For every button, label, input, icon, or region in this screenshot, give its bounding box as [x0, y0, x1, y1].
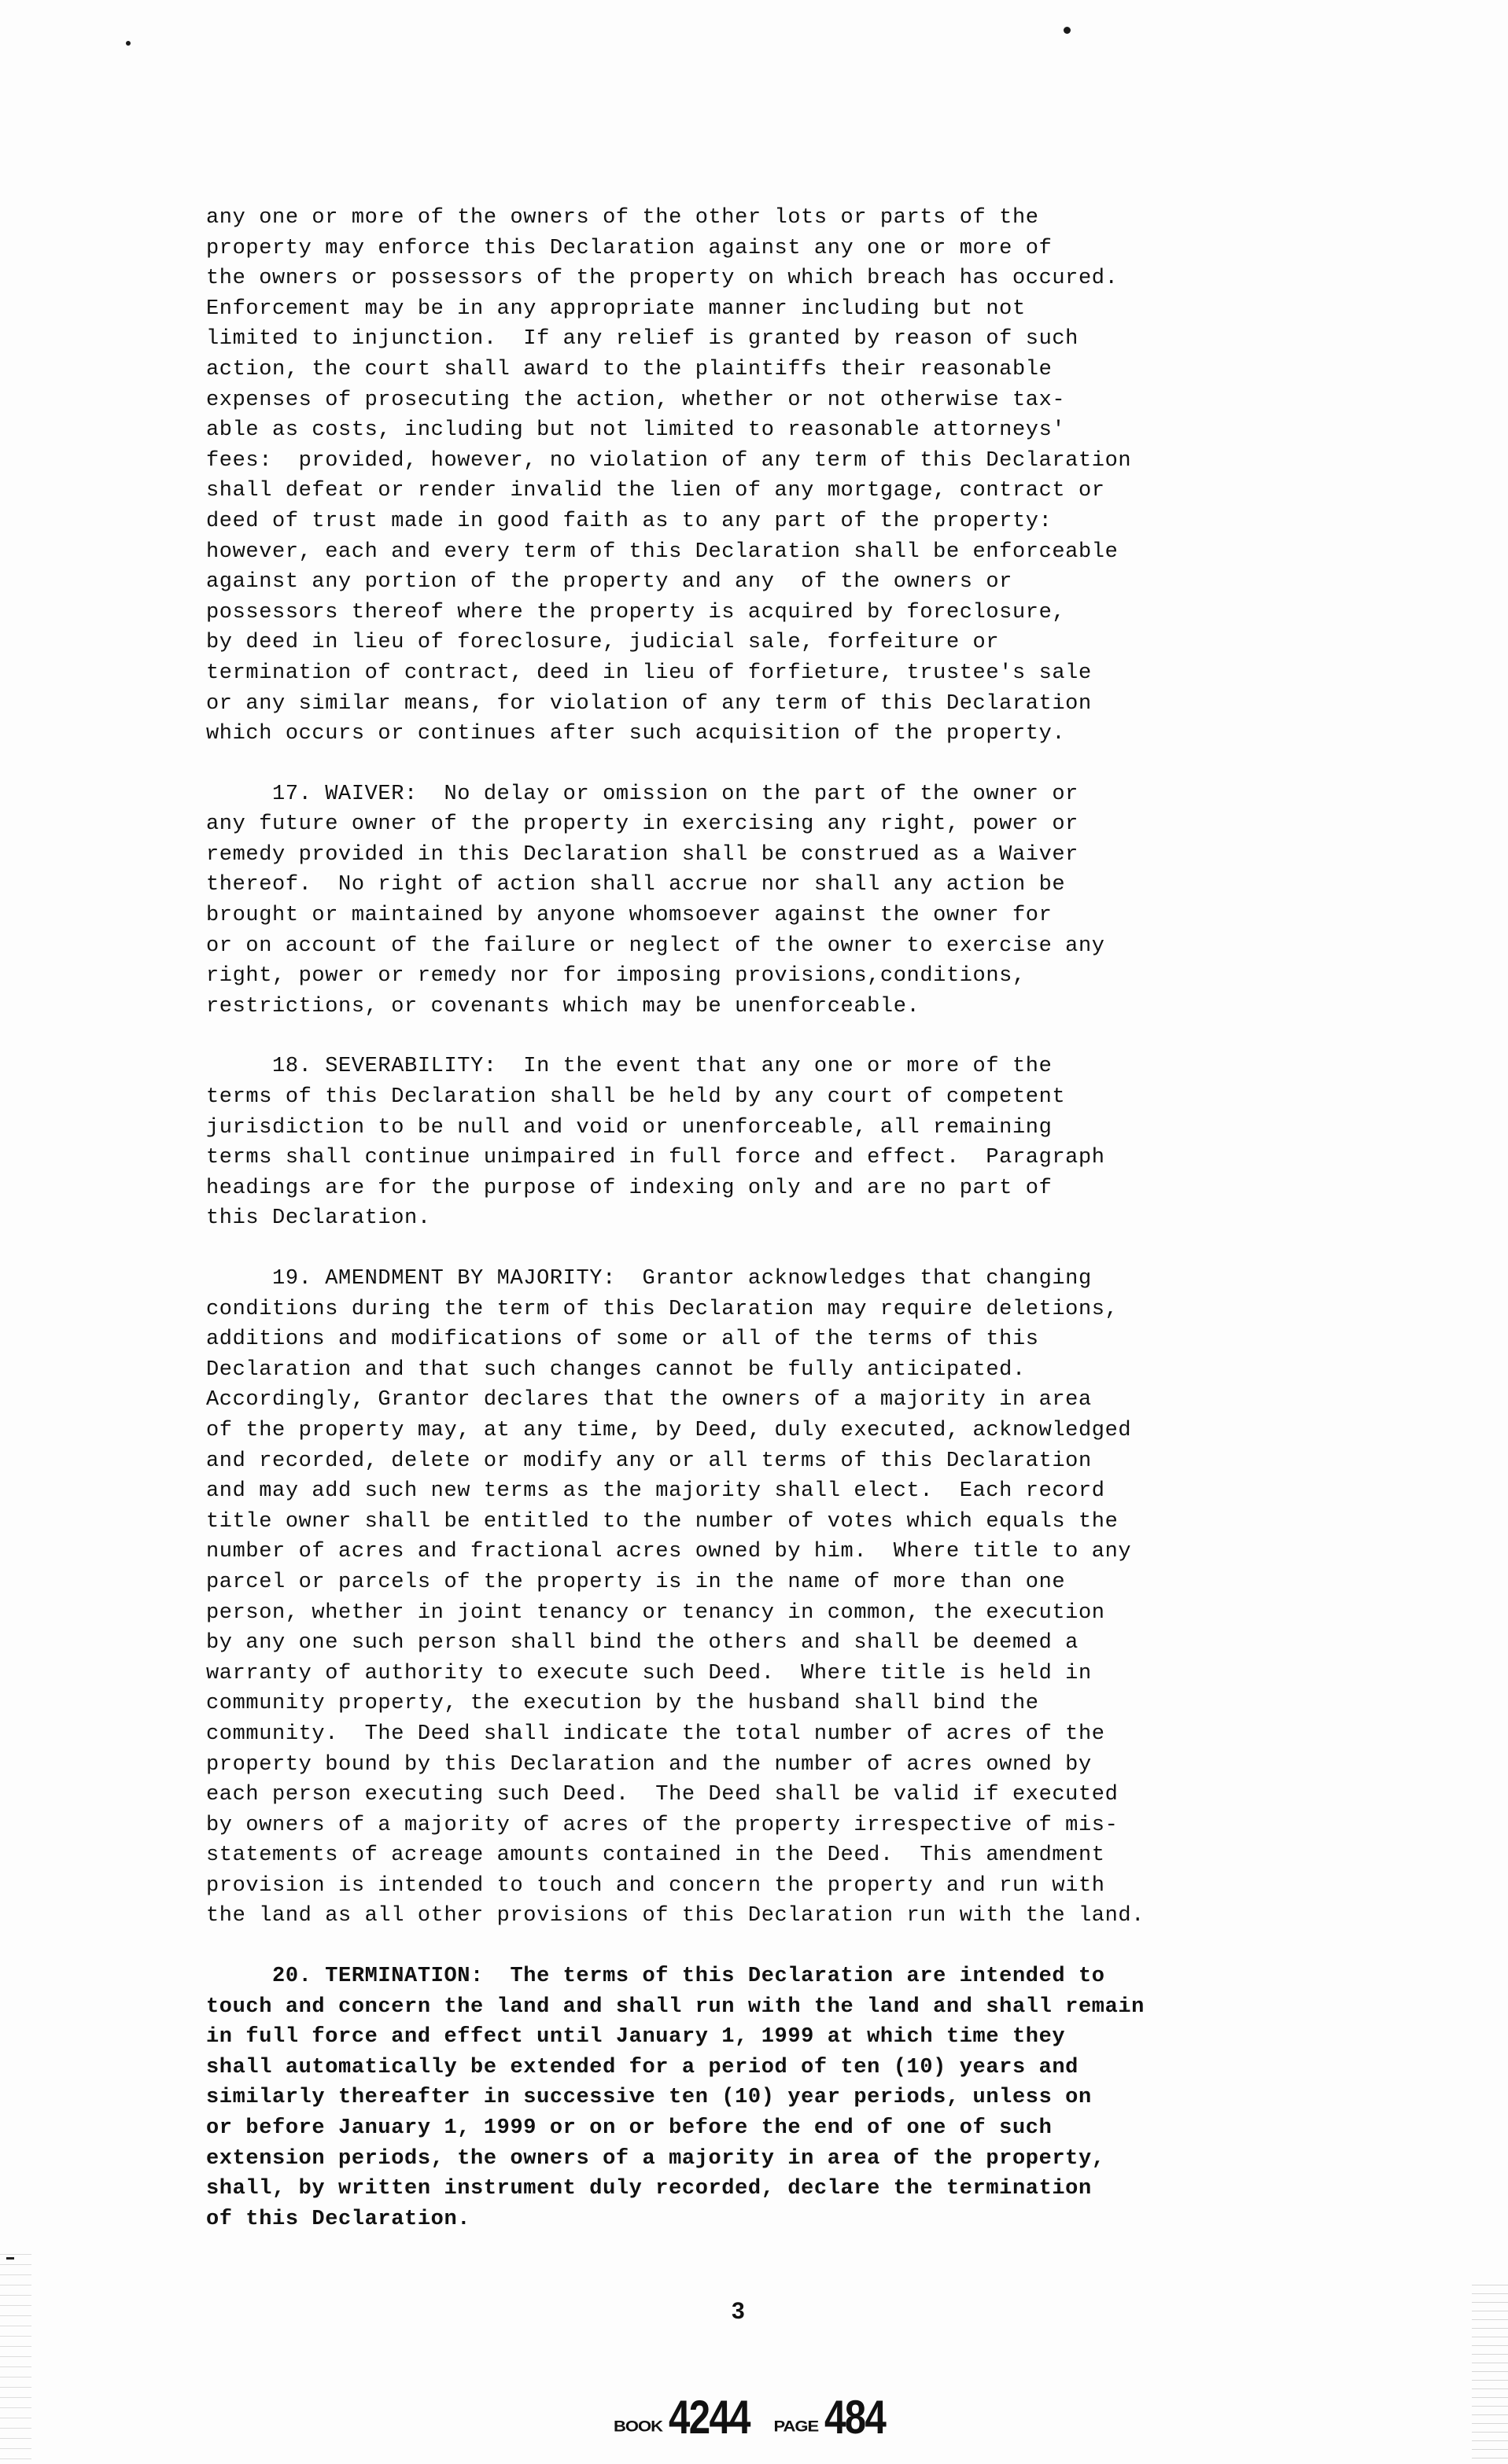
scan-edge-noise — [0, 2249, 31, 2462]
text-line: jurisdiction to be null and void or unenforceable, all remaining — [206, 1115, 1053, 1140]
text-line: touch and concern the land and shall run with the land and shall remain — [206, 1994, 1145, 2019]
scan-speck — [126, 41, 131, 46]
text-line: shall defeat or render invalid the lien of any mortgage, contract or — [206, 479, 1105, 503]
text-line: property bound by this Declaration and the number of acres owned by — [206, 1752, 1092, 1777]
text-line: community property, the execution by the husband shall bind the — [206, 1692, 1039, 1716]
text-line: by deed in lieu of foreclosure, judicial sale, forfeiture or — [206, 631, 1000, 655]
text-line: which occurs or continues after such acquisition of the property. — [206, 722, 1066, 746]
text-line: any one or more of the owners of the other lots or parts of the — [206, 206, 1039, 230]
paragraph-p16_cont — [206, 203, 1292, 750]
text-line: any future owner of the property in exercising any right, power or — [206, 812, 1078, 837]
text-line: fees: provided, however, no violation of any term of this Declaration — [206, 448, 1132, 473]
text-line: restrictions, or covenants which may be unenforceable. — [206, 994, 920, 1018]
text-line: remedy provided in this Declaration shall be construed as a Waiver — [206, 842, 1078, 867]
text-line: limited to injunction. If any relief is granted by reason of such — [206, 327, 1078, 352]
paragraph-p17 — [206, 779, 1292, 1022]
text-line: Declaration and that such changes cannot be fully anticipated. — [206, 1357, 1026, 1382]
text-line: able as costs, including but not limited to reasonable attorneys' — [206, 418, 1066, 443]
text-line: community. The Deed shall indicate the total number of acres of the — [206, 1722, 1105, 1746]
text-line: conditions during the term of this Declaration may require deletions, — [206, 1297, 1119, 1321]
text-line: Enforcement may be in any appropriate manner including but not — [206, 296, 1026, 321]
text-line: or any similar means, for violation of any term of this Declaration — [206, 691, 1092, 716]
text-line: and recorded, delete or modify any or all terms of this Declaration — [206, 1449, 1092, 1473]
text-line: terms of this Declaration shall be held by any court of competent — [206, 1085, 1066, 1110]
text-line: 18. SEVERABILITY: In the event that any one or more of the — [206, 1055, 1053, 1079]
text-line: thereof. No right of action shall accrue nor shall any action be — [206, 873, 1066, 897]
text-line: terms shall continue unimpaired in full force and effect. Paragraph — [206, 1146, 1105, 1170]
book-page-stamp — [614, 2391, 898, 2444]
text-line: the land as all other provisions of this Declaration run with the land. — [206, 1904, 1145, 1928]
text-line: additions and modifications of some or all of the terms of this — [206, 1328, 1039, 1352]
text-line: each person executing such Deed. The Deed shall be valid if executed — [206, 1783, 1119, 1807]
text-line: termination of contract, deed in lieu of forfieture, trustee's sale — [206, 661, 1092, 685]
text-line: deed of trust made in good faith as to any part of the property: — [206, 509, 1053, 533]
scan-mark — [6, 2257, 14, 2260]
text-line: and may add such new terms as the majority shall elect. Each record — [206, 1479, 1105, 1504]
page-label: PAGE — [773, 2417, 819, 2436]
text-line: shall, by written instrument duly recorded, declare the termination — [206, 2177, 1092, 2201]
text-line: property may enforce this Declaration against any one or more of — [206, 236, 1053, 260]
text-line: 20. TERMINATION: The terms of this Declaration are intended to — [206, 1965, 1105, 1989]
text-line: right, power or remedy nor for imposing provisions,conditions, — [206, 964, 1026, 989]
page-number: 3 — [732, 2298, 745, 2324]
text-line: parcel or parcels of the property is in the name of more than one — [206, 1570, 1066, 1594]
text-line: warranty of authority to execute such Deed. Where title is held in — [206, 1661, 1092, 1685]
text-line: similarly thereafter in successive ten (10) year periods, unless on — [206, 2086, 1092, 2110]
text-line: however, each and every term of this Declaration shall be enforceable — [206, 540, 1119, 564]
document-body — [206, 203, 1292, 2264]
scan-speck — [1064, 27, 1071, 34]
scan-edge-noise — [1472, 2281, 1508, 2462]
text-line: possessors thereof where the property is acquired by foreclosure, — [206, 600, 1066, 624]
text-line: by any one such person shall bind the others and shall be deemed a — [206, 1631, 1078, 1656]
text-line: 17. WAIVER: No delay or omission on the part of the owner or — [206, 782, 1078, 806]
text-line: shall automatically be extended for a period of ten (10) years and — [206, 2055, 1078, 2079]
text-line: or before January 1, 1999 or on or before the end of one of such — [206, 2116, 1053, 2141]
text-line: person, whether in joint tenancy or tenancy in common, the execution — [206, 1600, 1105, 1625]
text-line: Accordingly, Grantor declares that the owners of a majority in area — [206, 1388, 1092, 1412]
text-line: or on account of the failure or neglect of the owner to exercise any — [206, 934, 1105, 958]
text-line: in full force and effect until January 1, 1999 at which time they — [206, 2025, 1066, 2050]
book-number: 4244 — [669, 2391, 750, 2444]
text-line: expenses of prosecuting the action, whether or not otherwise tax- — [206, 388, 1066, 412]
text-line: the owners or possessors of the property on which breach has occured. — [206, 267, 1119, 291]
paragraph-p19 — [206, 1264, 1292, 1932]
text-line: extension periods, the owners of a majority in area of the property, — [206, 2146, 1105, 2171]
page-value: 484 — [824, 2391, 886, 2444]
text-line: against any portion of the property and any of the owners or — [206, 570, 1012, 595]
text-line: 19. AMENDMENT BY MAJORITY: Grantor acknowledges that changing — [206, 1267, 1092, 1291]
text-line: number of acres and fractional acres owned by him. Where title to any — [206, 1540, 1132, 1564]
text-line: brought or maintained by anyone whomsoever against the owner for — [206, 904, 1053, 928]
paragraph-p20 — [206, 1961, 1292, 2234]
paragraph-p18 — [206, 1052, 1292, 1234]
text-line: statements of acreage amounts contained in the Deed. This amendment — [206, 1843, 1105, 1868]
text-line: title owner shall be entitled to the number of votes which equals the — [206, 1509, 1119, 1534]
text-line: of the property may, at any time, by Deed, duly executed, acknowledged — [206, 1418, 1132, 1442]
text-line: action, the court shall award to the plaintiffs their reasonable — [206, 357, 1053, 381]
text-line: by owners of a majority of acres of the property irrespective of mis- — [206, 1813, 1119, 1837]
text-line: headings are for the purpose of indexing only and are no part of — [206, 1176, 1053, 1200]
text-line: this Declaration. — [206, 1206, 431, 1231]
text-line: provision is intended to touch and concern the property and run with — [206, 1873, 1105, 1898]
book-label: BOOK — [614, 2417, 662, 2436]
text-line: of this Declaration. — [206, 2207, 471, 2231]
